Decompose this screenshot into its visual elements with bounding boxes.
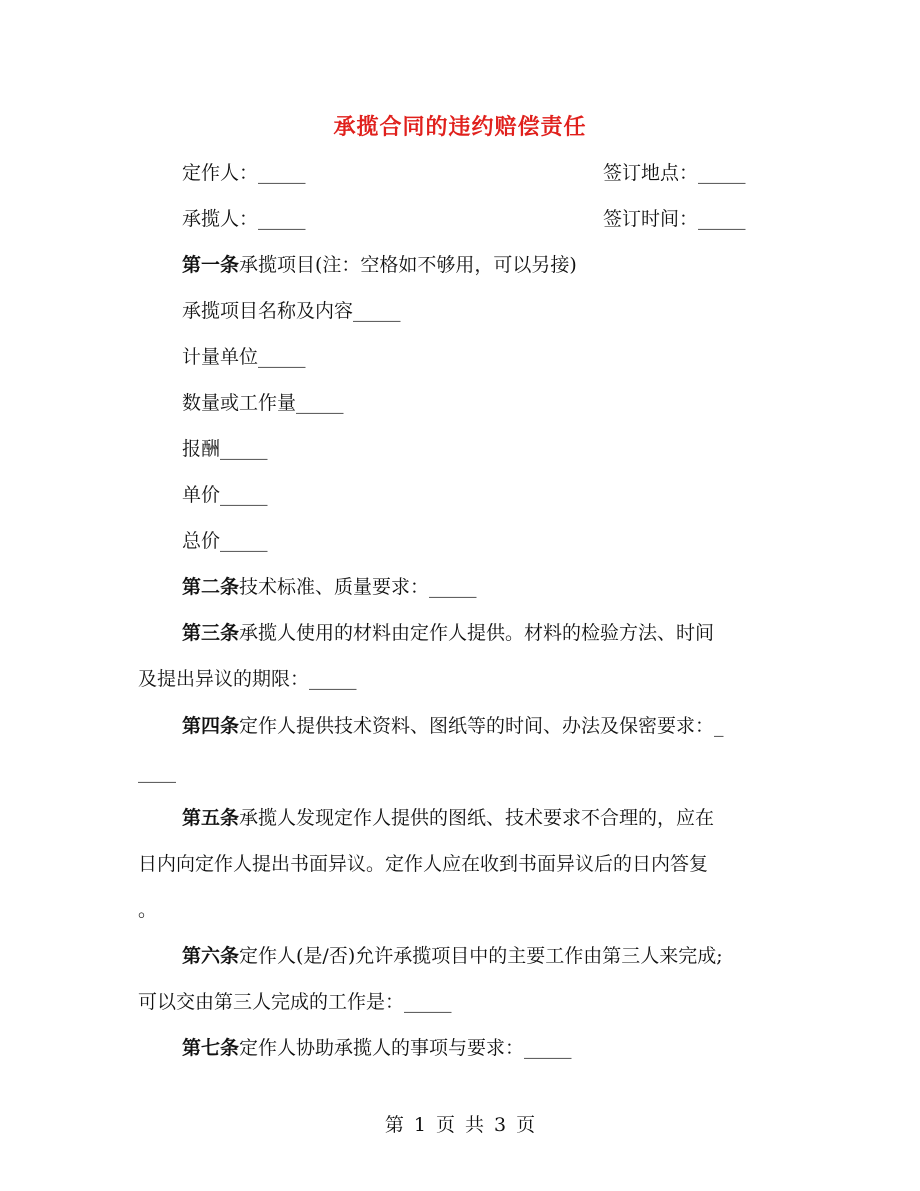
article-1-label: 第一条: [182, 254, 240, 276]
article-1-item: 计量单位_____: [182, 346, 306, 368]
article-1-item: 单价_____: [182, 484, 268, 506]
article-6-line-2: 可以交由第三人完成的工作是：_____: [138, 991, 452, 1013]
page-indicator: 第 1 页 共 3 页: [384, 1114, 536, 1136]
ordering-party-field: 定作人：_____: [182, 162, 306, 184]
article-5-line-1: [182, 806, 714, 830]
article-3-line-1: [182, 621, 714, 645]
article-1-item: 总价_____: [182, 530, 268, 552]
document-title: 承揽合同的违约赔偿责任: [333, 114, 587, 140]
article-6-line-1: [182, 944, 723, 968]
article-4-line-1: [182, 714, 724, 738]
sign-place-field: 签订地点：_____: [603, 162, 746, 184]
article-4-label: 第四条: [182, 715, 240, 737]
article-3-label: 第三条: [182, 622, 240, 644]
article-1: [182, 253, 577, 277]
article-6-text: 定作人(是/否)允许承揽项目中的主要工作由第三人来完成;: [239, 945, 723, 967]
article-1-item: 承揽项目名称及内容_____: [182, 300, 401, 322]
article-3-line-2: 及提出异议的期限：_____: [138, 668, 357, 690]
article-4-line-2: ____: [138, 761, 176, 783]
article-7: [182, 1036, 572, 1060]
article-3-text: 承揽人使用的材料由定作人提供。材料的检验方法、时间: [239, 622, 715, 644]
article-1-item: 数量或工作量_____: [182, 392, 344, 414]
article-1-item: 报酬_____: [182, 438, 268, 460]
article-1-text: 承揽项目(注：空格如不够用，可以另接): [239, 254, 577, 276]
article-7-label: 第七条: [182, 1037, 240, 1059]
article-6-label: 第六条: [182, 945, 240, 967]
article-7-text: 定作人协助承揽人的事项与要求：_____: [239, 1037, 572, 1059]
article-5-label: 第五条: [182, 807, 240, 829]
article-2-label: 第二条: [182, 576, 240, 598]
sign-time-field: 签订时间：_____: [603, 208, 746, 230]
article-5-line-3: 。: [138, 899, 158, 921]
article-4-text: 定作人提供技术资料、图纸等的时间、办法及保密要求：_: [239, 715, 724, 737]
article-5-text: 承揽人发现定作人提供的图纸、技术要求不合理的，应在: [239, 807, 715, 829]
article-2-text: 技术标准、质量要求：_____: [239, 576, 477, 598]
article-5-line-2: 日内向定作人提出书面异议。定作人应在收到书面异议后的日内答复: [138, 853, 709, 875]
article-2: [182, 575, 477, 599]
contractor-field: 承揽人：_____: [182, 208, 306, 230]
